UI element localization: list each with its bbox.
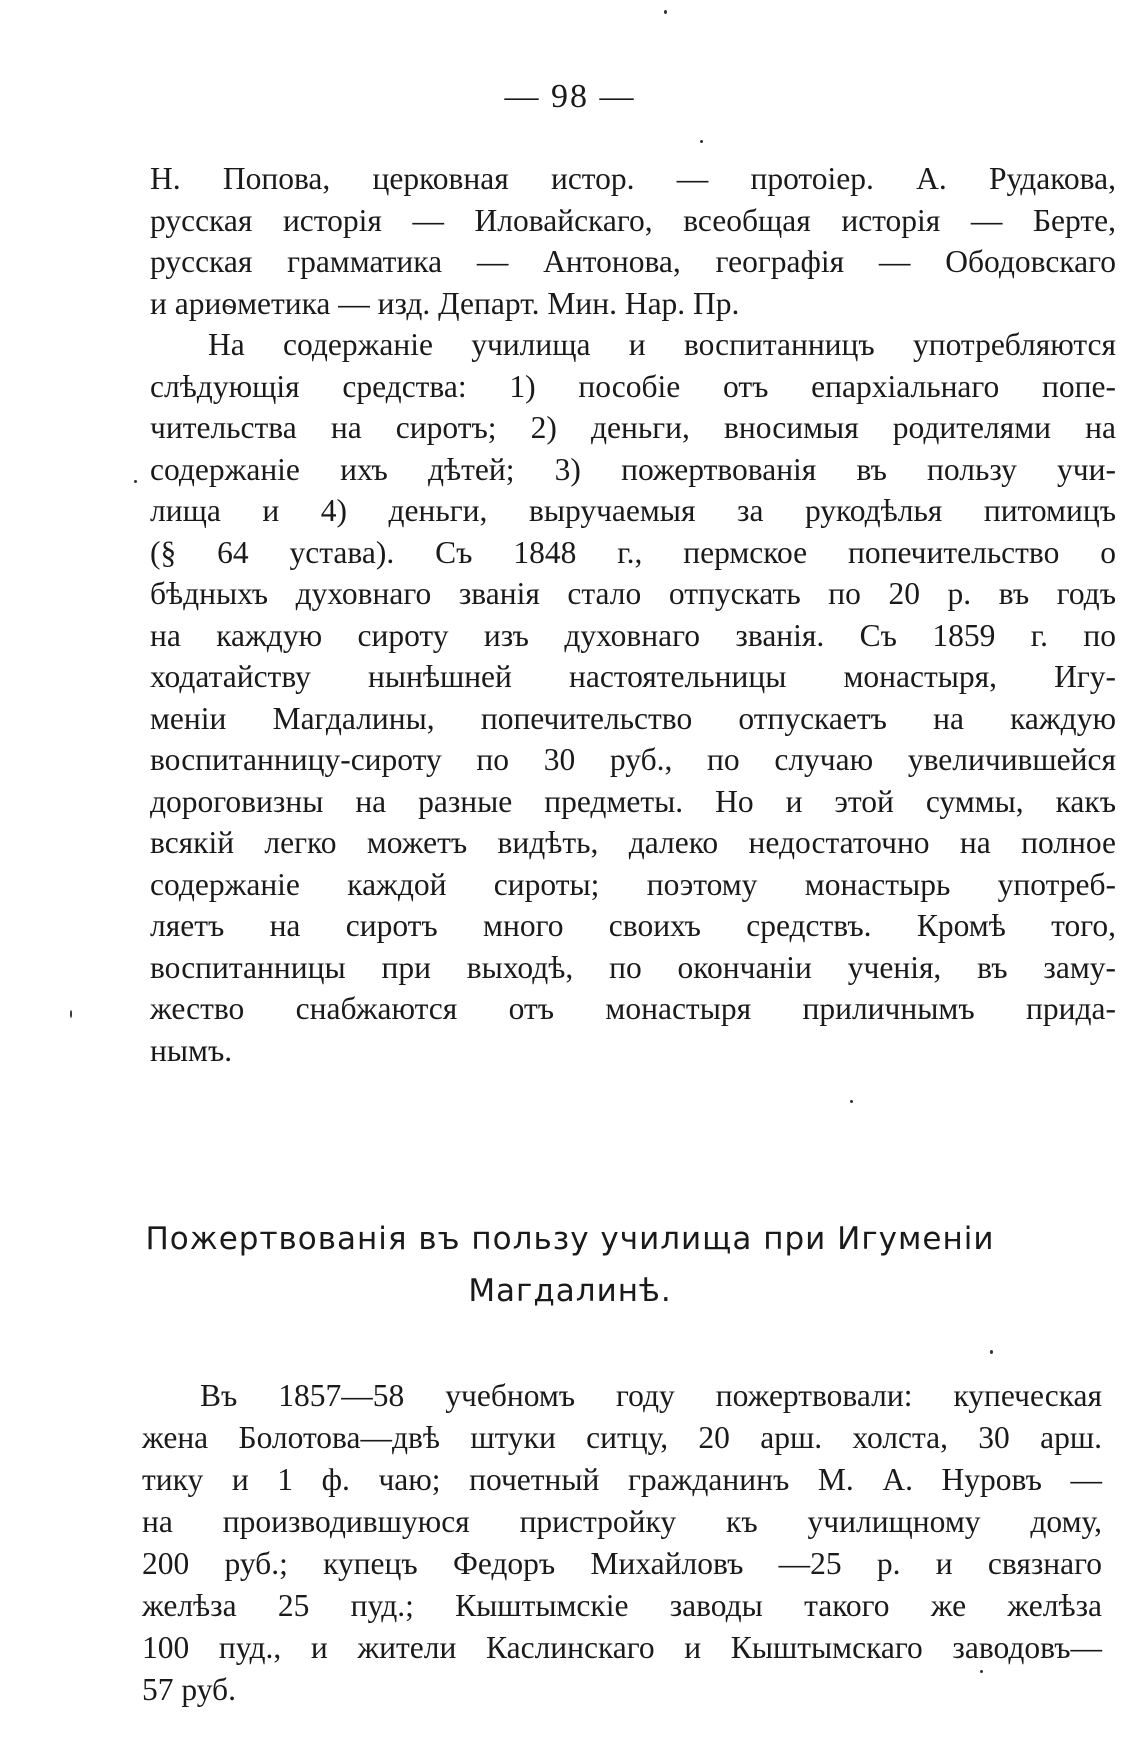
text-line: русская грамматика — Антонова, географія — Ободовскаго (150, 244, 1116, 279)
text-line: на производившуюся пристройку къ училищному дому, (142, 1504, 1102, 1539)
text-line: меніи Магдалины, попечительство отпускаетъ на каждую (150, 700, 1116, 736)
text-line: желѣза 25 пуд.; Кыштымскіе заводы такого же желѣза (142, 1588, 1102, 1623)
text-line: всякій легко можетъ видѣть, далеко недостаточно на полное (150, 825, 1116, 860)
section-heading (0, 1213, 1140, 1317)
scan-speck (990, 1350, 993, 1354)
text-line: Н. Попова, церковная истор. — протоіер. А. Рудакова, (150, 161, 1116, 196)
text-line: ходатайству нынѣшней настоятельницы монастыря, Игу- (150, 659, 1116, 694)
text-line: лища и 4) деньги, выручаемыя за рукодѣлья питомицъ (150, 493, 1116, 528)
scan-speck (700, 140, 703, 143)
text-line: воспитанницы при выходѣ, по окончаніи ученія, въ заму- (150, 949, 1116, 985)
text-line: содержаніе каждой сироты; поэтому монастырь употреб- (150, 866, 1116, 902)
text-line: (§ 64 устава). Съ 1848 г., пермское попечительство о (150, 534, 1116, 570)
text-line: чительства на сиротъ; 2) деньги, вносимыя родителями на (150, 410, 1116, 445)
text-line: русская исторія — Иловайскаго, всеобщая исторія — Берте, (150, 202, 1116, 238)
text-line: Въ 1857—58 учебномъ году пожертвовали: купеческая (200, 1378, 1102, 1413)
text-line: На содержаніе училища и воспитанницъ употребляются (208, 327, 1116, 362)
heading-line-1: Пожертвованія въ пользу училища при Игуменіи (145, 1221, 995, 1257)
text-line: и ариѳметика — изд. Департ. Мин. Нар. Пр. (150, 285, 740, 321)
text-line: содержаніе ихъ дѣтей; 3) пожертвованія въ пользу учи- (150, 451, 1116, 487)
scan-speck (664, 10, 667, 14)
text-line: на каждую сироту изъ духовнаго званія. Съ 1859 г. по (150, 617, 1116, 653)
text-line: слѣдующія средства: 1) пособіе отъ епархіальнаго попе- (150, 368, 1116, 404)
text-line: воспитанницу-сироту по 30 руб., по случаю увеличившейся (150, 742, 1116, 777)
text-line: ляетъ на сиротъ много своихъ средствъ. Кромѣ того, (150, 908, 1116, 943)
text-line: 200 руб.; купецъ Федоръ Михайловъ —25 р. и связнаго (142, 1546, 1102, 1581)
heading-line-2: Магдалинѣ. (468, 1273, 672, 1309)
scan-speck (134, 480, 137, 483)
scan-speck (850, 1100, 853, 1103)
text-line: тику и 1 ф. чаю; почетный гражданинъ М. А. Нуровъ — (142, 1462, 1102, 1497)
scan-speck (70, 1010, 72, 1018)
text-line: жена Болотова—двѣ штуки ситцу, 20 арш. холста, 30 арш. (142, 1420, 1102, 1455)
text-line: жество снабжаются отъ монастыря приличнымъ прида- (150, 991, 1116, 1026)
scan-speck (980, 1670, 983, 1673)
text-line: бѣдныхъ духовнаго званія стало отпускать по 20 р. въ годъ (150, 576, 1116, 611)
body-text-section-1 (150, 158, 1116, 1071)
text-line: нымъ. (150, 1032, 233, 1068)
text-line: 57 руб. (142, 1672, 236, 1707)
body-text-section-2 (142, 1375, 1102, 1711)
text-line: дороговизны на разные предметы. Но и этой суммы, какъ (150, 783, 1116, 819)
text-line: 100 пуд., и жители Каслинскаго и Кыштымскаго заводовъ— (142, 1630, 1102, 1665)
page-number: — 98 — (504, 78, 636, 115)
